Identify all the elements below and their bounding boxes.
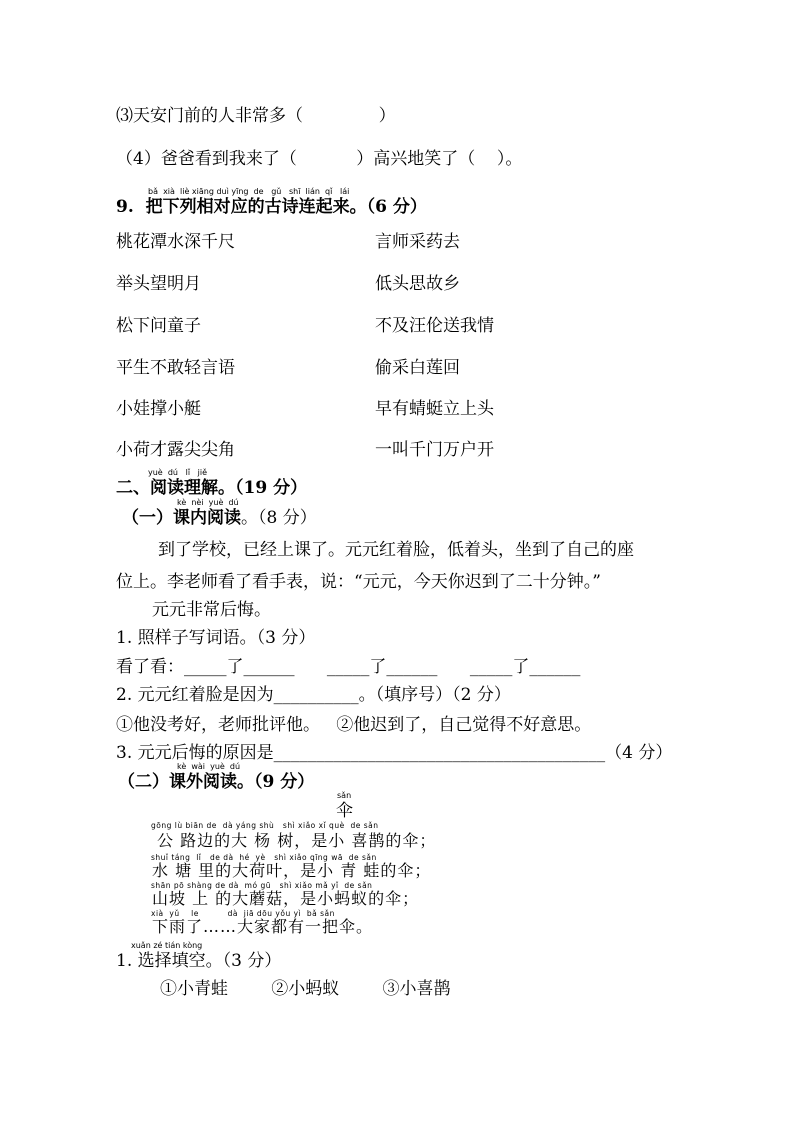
passage-line-3: 元元非常后悔。 <box>152 600 271 620</box>
question-1: 1. 照样子写词语。（3 分） <box>116 628 316 648</box>
poem-left-6: 小荷才露尖尖角 <box>116 440 235 460</box>
question-3[interactable]: 3. 元元后悔的原因是_______________________________________（4 分） <box>116 743 673 763</box>
reading-line-1: 公 路边的大 杨 树，是小 喜鹊的伞； <box>157 831 437 850</box>
umbrella-title: 伞 <box>336 801 353 821</box>
question-9-pinyin: bǎ xià liè xiāng duì yīng de gǔ shī lián qǐ lái <box>148 187 350 196</box>
poem-left-3: 松下问童子 <box>116 316 201 336</box>
poem-left-4: 平生不敢轻言语 <box>116 358 235 378</box>
poem-left-1: 桃花潭水深千尺 <box>116 232 235 252</box>
reading-pinyin-1: gōng lù biān de dà yáng shù shì xiǎo xǐ què de sǎn <box>151 821 379 830</box>
reading-line-3: 山坡 上 的大蘑菇，是小蚂蚁的伞； <box>152 889 420 908</box>
umbrella-title-pinyin: sǎn <box>337 791 352 800</box>
subsection-1-score: 。（8 分） <box>241 508 317 528</box>
poem-right-3: 不及汪伦送我情 <box>375 316 494 336</box>
subsection-2-pinyin: kè wài yuè dú <box>177 762 241 771</box>
subsection-1-heading <box>122 506 317 530</box>
question-2[interactable]: 2. 元元红着脸是因为__________。（填序号）（2 分） <box>116 685 511 705</box>
question-2-options: ①他没考好，老师批评他。 ②他迟到了，自己觉得不好意思。 <box>116 715 592 735</box>
question-8-3: ⑶天安门前的人非常多（ ） <box>116 106 396 126</box>
poem-right-4: 偷采白莲回 <box>375 358 460 378</box>
reading-line-4: 下雨了……大家都有一把伞。 <box>152 917 374 936</box>
poem-right-2: 低头思故乡 <box>375 274 460 294</box>
subsection-2-title: （二）课外阅读。（9 分） <box>118 772 315 792</box>
fill-in-title: 1. 选择填空。（3 分） <box>116 951 282 971</box>
subsection-1-pinyin: kè nèi yuè dú <box>177 498 239 507</box>
question-9-title: 9. 把下列相对应的古诗连起来。（6 分） <box>116 197 427 217</box>
section-2-pinyin: yuè dú lǐ jiě <box>148 468 208 477</box>
section-2-title: 二、阅读理解。（19 分） <box>116 478 308 498</box>
question-8-4: （4）爸爸看到我来了（ ）高兴地笑了（ ）。 <box>116 149 523 169</box>
poem-right-5: 早有蜻蜓立上头 <box>375 399 494 419</box>
passage-line-1: 到了学校，已经上课了。元元红着脸，低着头，坐到了自己的座 <box>158 540 634 560</box>
poem-right-1: 言师采药去 <box>375 232 460 252</box>
reading-pinyin-3: shān pō shàng de dà mó gū shì xiǎo mǎ yǐ de sǎn <box>151 881 373 890</box>
poem-left-2: 举头望明月 <box>116 274 201 294</box>
poem-left-5: 小娃撑小艇 <box>116 399 201 419</box>
fill-in-options: ①小青蛙 ②小蚂蚁 ③小喜鹊 <box>160 979 451 999</box>
reading-line-2: 水 塘 里的大荷叶，是小 青 蛙的伞； <box>152 861 432 880</box>
reading-pinyin-4: xià yǔ le dà jiā dōu yǒu yì bǎ sǎn <box>151 909 335 918</box>
poem-right-6: 一叫千门万户开 <box>375 440 494 460</box>
passage-line-2: 位上。李老师看了看手表，说：“元元，今天你迟到了二十分钟。” <box>116 572 601 592</box>
reading-pinyin-2: shuǐ táng lǐ de dà hé yè shì xiǎo qīng wā de sǎn <box>151 853 377 862</box>
subsection-1-title: （一）课内阅读 <box>122 508 241 528</box>
question-1-blanks[interactable]: 看了看：_____了______ _____了______ _____了______ <box>116 657 581 677</box>
fill-in-pinyin: xuǎn zé tián kòng <box>131 941 203 950</box>
